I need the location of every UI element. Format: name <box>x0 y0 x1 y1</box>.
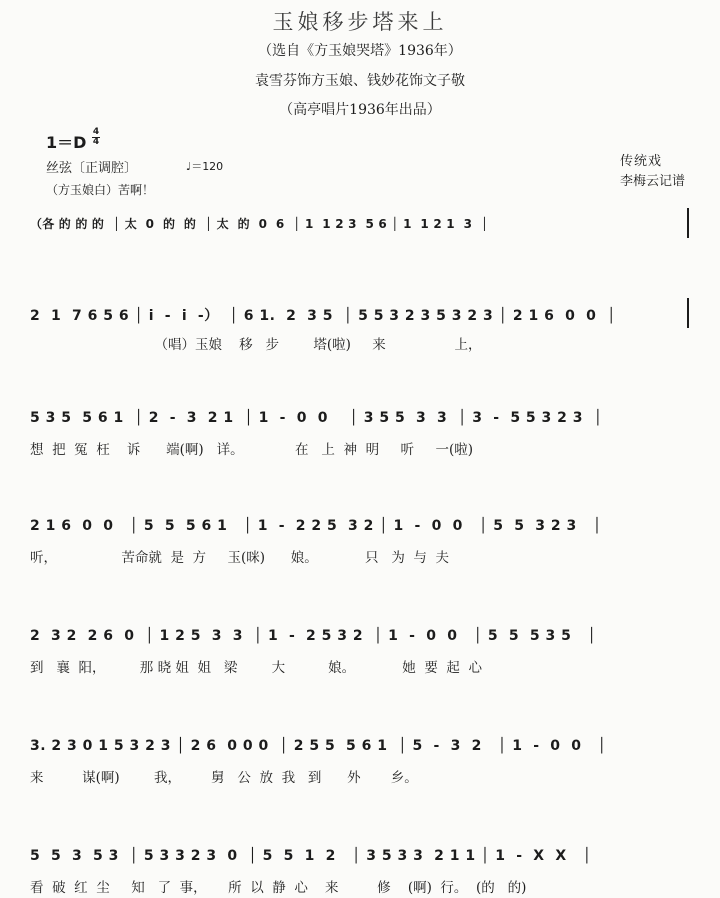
notes-line-2: 2 1 7 6 5 6 │ i - i -） │ 6 1. 2 3 5 │ 5 5 3 2 3 5 3 2 3 │ 2 1 6 0 0 │ <box>30 308 617 324</box>
key-signature: 1＝D <box>46 133 87 152</box>
lyrics-line-2: （唱）玉娘 移 步 塔(啦) 来 上， <box>30 337 482 353</box>
lyrics-line-3: 想 把 冤 枉 诉 端(啊) 详。 在 上 神 明 听 一(啦) <box>30 442 474 458</box>
lyrics-line-4: 听， 苦命就 是 方 玉(咪) 娘。 只 为 与 夫 <box>30 550 450 566</box>
notes-line-1: （各 的 的 的 │ 太 0 的 的 │ 太 的 0 6 │ 1 1 2 3 5 6 │ 1 1 2 1 3 │ <box>30 217 489 231</box>
notes-line-6: 3. 2 3 0 1 5 3 2 3 │ 2 6 0 0 0 │ 2 5 5 5 6 1 │ 5 - 3 2 │ 1 - 0 0 │ <box>30 738 607 754</box>
song-title: 玉娘移步塔来上 <box>272 10 448 34</box>
notator-credit: 李梅云记谱 <box>620 174 686 189</box>
lyrics-line-6: 来 谋(啊) 我， 舅 公 放 我 到 外 乡。 <box>30 770 418 786</box>
source-note: （选自《方玉娘哭塔》1936年） <box>258 43 462 59</box>
record-note: （高亭唱片1936年出品） <box>279 102 441 118</box>
instrument-mode: 丝弦〔正调腔〕 <box>46 161 138 176</box>
notes-line-4: 2 1 6 0 0 │ 5 5 5 6 1 │ 1 - 2 2 5 3 2 │ 1 - 0 0 │ 5 5 3 2 3 │ <box>30 518 602 534</box>
time-signature-bottom: 4 <box>92 137 100 147</box>
time-signature <box>92 128 100 147</box>
lyrics-line-7: 看 破 红 尘 知 了 事， 所 以 静 心 来 修 (啊) 行。 (的 的) <box>30 880 527 896</box>
notes-line-7: 5 5 3 5 3 │ 5 3 3 2 3 0 │ 5 5 1 2 │ 3 5 3 3 2 1 1 │ 1 - X X │ <box>30 848 592 864</box>
system-end-barline-2 <box>687 298 689 328</box>
performers-note: 袁雪芬饰方玉娘、钱妙花饰文子敬 <box>255 73 465 89</box>
lyrics-line-5: 到 襄 阳， 那 晓 姐 姐 梁 大 娘。 她 要 起 心 <box>30 660 483 676</box>
time-signature-top: 4 <box>92 127 100 137</box>
tempo-marking: ♩＝120 <box>186 160 224 173</box>
system-end-barline-1 <box>687 208 689 238</box>
notes-line-5: 2 3 2 2 6 0 │ 1 2 5 3 3 │ 1 - 2 5 3 2 │ 1 - 0 0 │ 5 5 5 3 5 │ <box>30 628 597 644</box>
genre-label: 传统戏 <box>620 154 663 169</box>
notes-line-3: 5 3 5 5 6 1 │ 2 - 3 2 1 │ 1 - 0 0 │ 3 5 5 3 3 │ 3 - 5 5 3 2 3 │ <box>30 410 603 426</box>
spoken-intro: （方玉娘白）苦啊！ <box>46 183 155 197</box>
